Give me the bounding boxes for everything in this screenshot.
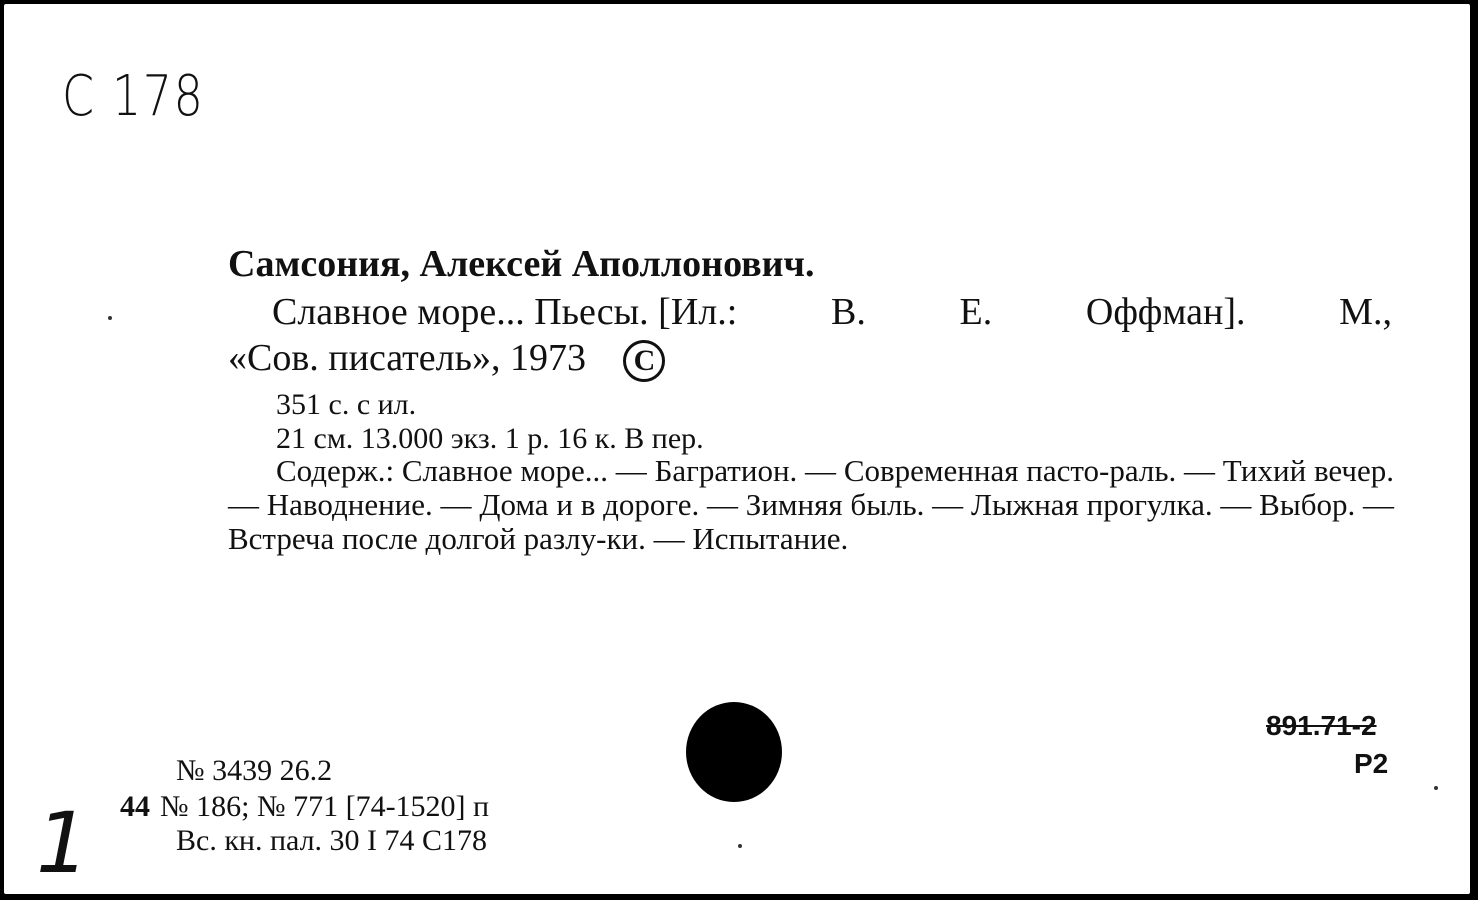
pages-info: 351 с. с ил. bbox=[276, 388, 417, 421]
catalog-card bbox=[4, 4, 1470, 894]
author-heading: Самсония, Алексей Аполлонович. bbox=[228, 243, 815, 285]
footer-line-1: № 3439 26.2 bbox=[176, 754, 333, 787]
title-line-1 bbox=[272, 290, 1392, 334]
publication-place: М., bbox=[1339, 291, 1392, 333]
punch-hole bbox=[686, 702, 782, 802]
classification-code-1: 891.71-2 bbox=[1266, 710, 1377, 741]
footer-prefix: 44 bbox=[120, 790, 150, 823]
copyright-icon: C bbox=[623, 340, 665, 382]
title-line-2 bbox=[228, 336, 665, 382]
title-text: Славное море... Пьесы. [Ил.: bbox=[272, 291, 738, 333]
publisher-year: «Сов. писатель», 1973 bbox=[228, 337, 586, 379]
speck bbox=[108, 316, 112, 320]
illustrator-initial-1: В. bbox=[830, 291, 866, 333]
contents-note: Содерж.: Славное море... — Багратион. — Современная пасто-раль. — Тихий вечер. — Наводнение. — Дома и в дороге. — Зимняя быль. — Лыжная прогулка. — Выбор. — Встреча после долгой разлу-ки. — Испытание. bbox=[228, 453, 1394, 556]
size-price-info: 21 см. 13.000 экз. 1 р. 16 к. В пер. bbox=[276, 422, 704, 455]
card-number-handwritten: 1 bbox=[36, 794, 90, 892]
footer-line-2-text: № 186; № 771 [74-1520] п bbox=[160, 790, 490, 823]
speck bbox=[738, 844, 742, 848]
illustrator-surname: Оффман]. bbox=[1085, 291, 1246, 333]
illustrator-initial-2: Е. bbox=[959, 291, 993, 333]
footer-line-2 bbox=[120, 790, 489, 824]
footer-line-3: Вс. кн. пал. 30 I 74 С178 bbox=[176, 824, 488, 857]
classification-code-2: Р2 bbox=[1354, 748, 1389, 779]
speck bbox=[1434, 786, 1438, 790]
call-number-handwritten: C 178 bbox=[62, 64, 205, 129]
